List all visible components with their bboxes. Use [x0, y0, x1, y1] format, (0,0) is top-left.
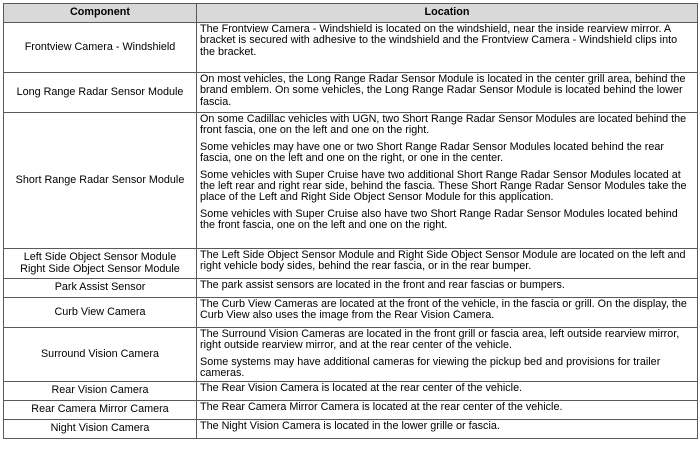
location-cell — [197, 400, 698, 419]
table-row — [4, 400, 698, 419]
location-cell — [197, 249, 698, 279]
location-paragraph: Some systems may have additional cameras for viewing the pickup bed and provisions for trailer cameras. — [200, 355, 661, 380]
table-row — [4, 279, 698, 298]
location-cell — [197, 279, 698, 298]
table-row — [4, 73, 698, 113]
component-location-table — [3, 3, 698, 439]
location-paragraph: On some Cadillac vehicles with UGN, two Short Range Radar Sensor Modules are located behind the front fascia, one on the left and one on the right. — [200, 113, 687, 137]
location-cell — [197, 381, 698, 400]
component-header: Component — [4, 4, 197, 23]
location-paragraph: Some vehicles with Super Cruise have two additional Short Range Radar Sensor Modules located at the left rear and right rear side, behind the fascia. These Short Range Radar Sensor Modules take the place of the Left and Right Side Object Sensor Module for this application. — [200, 168, 687, 204]
location-header: Location — [197, 4, 698, 23]
component-cell — [4, 400, 197, 419]
component-cell — [4, 279, 197, 298]
component-name: Surround Vision Camera — [40, 347, 160, 360]
component-cell — [4, 419, 197, 438]
location-cell — [197, 419, 698, 438]
component-name: Rear Camera Mirror Camera — [31, 402, 169, 415]
table-row — [4, 419, 698, 438]
location-cell — [197, 23, 698, 73]
component-name: Right Side Object Sensor Module — [20, 262, 180, 275]
location-paragraph: The Surround Vision Cameras are located in the front grill or fascia area, left outside rearview mirror, right outside rearview mirror, and at the rear center of the vehicle. — [200, 328, 680, 352]
component-name: Curb View Camera — [54, 305, 146, 318]
component-name: Park Assist Sensor — [54, 281, 146, 294]
table-row — [4, 328, 698, 382]
table-row — [4, 23, 698, 73]
component-cell — [4, 298, 197, 328]
location-paragraph: The park assist sensors are located in the front and rear fascias or bumpers. — [200, 279, 565, 291]
component-name: Long Range Radar Sensor Module — [16, 85, 184, 98]
table-row — [4, 381, 698, 400]
location-paragraph: On most vehicles, the Long Range Radar Sensor Module is located in the center grill area, behind the brand emblem. On some vehicles, the Long Range Radar Sensor Module is located behind the lower fascia. — [200, 73, 686, 108]
header-row — [4, 4, 698, 23]
component-cell — [4, 381, 197, 400]
location-paragraph: Some vehicles may have one or two Short Range Radar Sensor Modules located behind the rear fascia, one on the left and one on the right, or one in the center. — [200, 140, 664, 165]
location-paragraph: Some vehicles with Super Cruise also have two Short Range Radar Sensor Modules located behind the front fascia, one on the left and one on the right. — [200, 207, 678, 232]
component-name: Left Side Object Sensor Module — [23, 251, 177, 264]
component-name: Night Vision Camera — [50, 421, 150, 434]
table-row — [4, 113, 698, 249]
location-paragraph: The Frontview Camera - Windshield is located on the windshield, near the inside rearview mirror. A bracket is secured with adhesive to the windshield and the Frontview Camera - Windshield clips into the bracket. — [200, 23, 678, 58]
table-row — [4, 298, 698, 328]
location-paragraph: The Left Side Object Sensor Module and Right Side Object Sensor Module are located on the left and right vehicle body sides, behind the rear fascia, or in the rear bumper. — [200, 249, 686, 273]
component-cell — [4, 328, 197, 382]
location-paragraph: The Rear Vision Camera is located at the rear center of the vehicle. — [200, 381, 523, 394]
table-body — [4, 23, 698, 439]
component-name: Frontview Camera - Windshield — [24, 40, 176, 53]
location-cell — [197, 328, 698, 382]
location-paragraph: The Night Vision Camera is located in the lower grille or fascia. — [200, 419, 500, 432]
location-paragraph: The Curb View Cameras are located at the front of the vehicle, in the fascia or grill. On the display, the Curb View also uses the image from the Rear Vision Camera. — [200, 298, 687, 322]
component-name: Rear Vision Camera — [51, 383, 149, 396]
location-cell — [197, 298, 698, 328]
component-cell — [4, 23, 197, 73]
component-cell — [4, 113, 197, 249]
location-paragraph: The Rear Camera Mirror Camera is located at the rear center of the vehicle. — [200, 400, 563, 413]
component-cell — [4, 249, 197, 279]
location-cell — [197, 113, 698, 249]
component-name: Short Range Radar Sensor Module — [15, 173, 185, 186]
component-cell — [4, 73, 197, 113]
location-cell — [197, 73, 698, 113]
table-row — [4, 249, 698, 279]
